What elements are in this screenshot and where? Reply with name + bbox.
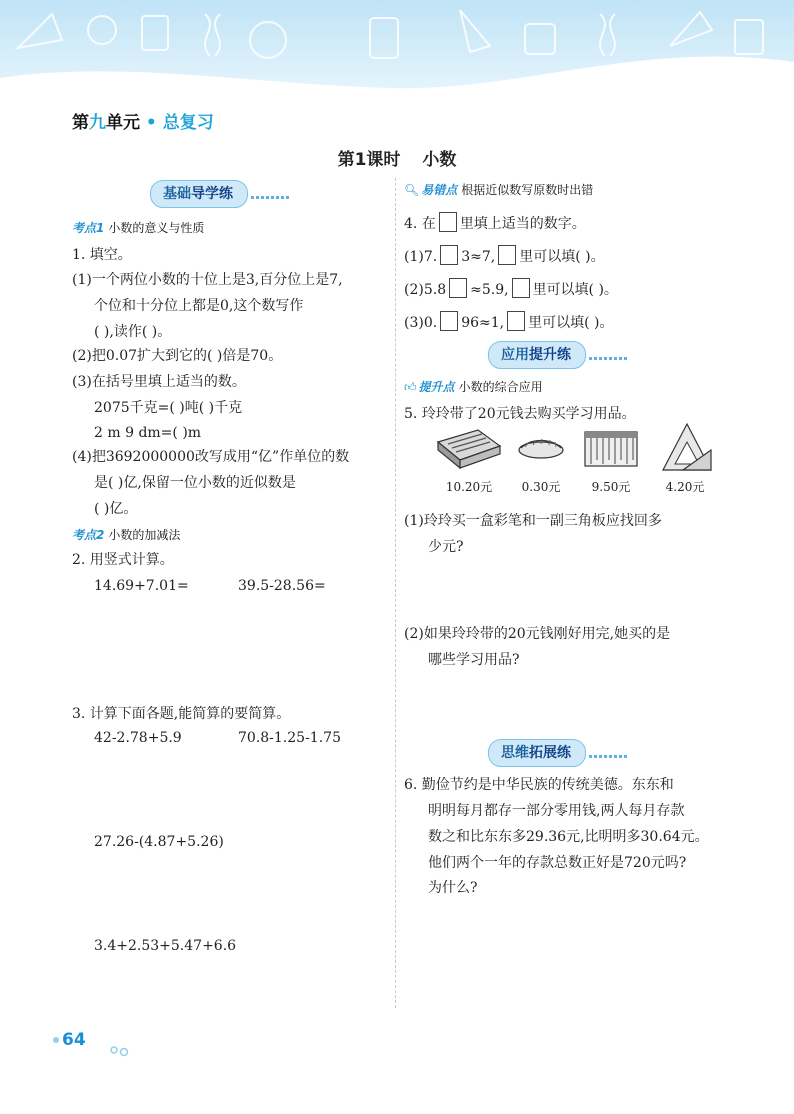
section-badge-apply-a: 应用 <box>501 347 529 363</box>
kaodian-1-text: 小数的意义与性质 <box>108 221 205 235</box>
item-price: 4.20元 <box>665 480 705 494</box>
kaodian-2-label: 考点2 <box>72 528 105 542</box>
item-price: 10.20元 <box>445 480 493 494</box>
yicuo-label: 易错点 <box>421 183 458 197</box>
section-badge-apply <box>488 341 586 369</box>
q2-a: 14.69+7.01= <box>94 578 189 594</box>
q4-2-b: ≈5.9, <box>470 282 509 298</box>
section-badge-think <box>488 739 586 767</box>
item-price: 9.50元 <box>591 480 631 494</box>
q3-c: 27.26-(4.87+5.26) <box>94 834 224 850</box>
answer-box <box>440 245 458 265</box>
q1-3: (3)在括号里填上适当的数。 <box>72 374 246 390</box>
kaodian-2-text: 小数的加减法 <box>108 528 181 542</box>
q4-1-b: 3≈7, <box>461 249 496 265</box>
q3-a: 42-2.78+5.9 <box>94 730 182 746</box>
q6-e: 为什么? <box>428 880 478 896</box>
answer-box <box>498 245 516 265</box>
q3-d: 3.4+2.53+5.47+6.6 <box>94 938 237 954</box>
section-badge-basic-b: 导学练 <box>191 186 233 202</box>
unit-title <box>72 108 214 133</box>
unit-name: 总复习 <box>162 113 214 133</box>
q6-d: 他们两个一年的存款总数正好是720元吗? <box>428 855 687 871</box>
q4-1 <box>404 245 605 267</box>
answer-box <box>507 311 525 331</box>
q4-2 <box>404 278 618 300</box>
answer-box <box>449 278 467 298</box>
q5-title: 5. 玲玲带了20元钱去购买学习用品。 <box>404 406 636 422</box>
q4-3-a: (3)0. <box>404 315 438 331</box>
kaodian-1-label: 考点1 <box>72 221 105 235</box>
ruler-icon <box>579 420 643 470</box>
answer-box <box>439 212 457 232</box>
q5-2-b: 哪些学习用品? <box>428 652 520 668</box>
section-badge-basic <box>150 180 248 208</box>
q2-b: 39.5-28.56= <box>238 578 326 594</box>
q5-1-b: 少元? <box>428 539 464 555</box>
q3-b: 70.8-1.25-1.75 <box>238 730 341 746</box>
item-ruler <box>572 420 650 495</box>
q4-3-b: 96≈1, <box>461 315 505 331</box>
q1-1-line-a: (1)一个两位小数的十位上是3,百分位上是7, <box>72 272 343 288</box>
q4-title-b: 里填上适当的数字。 <box>459 216 586 232</box>
tisheng-tag <box>404 378 543 395</box>
q1-title: 1. 填空。 <box>72 247 132 263</box>
eraser-icon <box>511 420 571 470</box>
q4-1-c: 里可以填( )。 <box>519 249 605 265</box>
q4-3-c: 里可以填( )。 <box>528 315 614 331</box>
magnifier-icon: 🔍︎ <box>404 183 420 197</box>
section-badge-think-a: 思维 <box>501 745 529 761</box>
lesson-title <box>0 145 794 170</box>
q4-title <box>404 212 586 234</box>
unit-dot: • <box>145 113 157 133</box>
unit-suffix: 单元 <box>106 113 140 133</box>
q1-3-b: 2 m 9 dm=( )m <box>94 425 202 441</box>
q4-3 <box>404 311 613 333</box>
q2-title: 2. 用竖式计算。 <box>72 552 174 568</box>
q4-2-c: 里可以填( )。 <box>532 282 618 298</box>
q6-c: 数之和比东东多29.36元,比明明多30.64元。 <box>428 829 709 845</box>
yicuo-text: 根据近似数写原数时出错 <box>461 183 594 197</box>
lesson-number: 第1课时 <box>337 150 401 170</box>
answer-box <box>440 311 458 331</box>
q1-2: (2)把0.07扩大到它的( )倍是70。 <box>72 348 283 364</box>
page-number: 64 <box>62 1030 86 1050</box>
set-square-icon <box>653 420 717 476</box>
tisheng-label: 提升点 <box>418 380 455 394</box>
item-pen-box <box>430 420 508 495</box>
item-set-square <box>646 420 724 495</box>
item-eraser <box>502 420 580 495</box>
kaodian-2-tag <box>72 526 180 543</box>
q5-1-a: (1)玲玲买一盒彩笔和一副三角板应找回多 <box>404 513 662 529</box>
q5-2-a: (2)如果玲玲带的20元钱刚好用完,她买的是 <box>404 626 671 642</box>
unit-number: 九 <box>89 113 106 133</box>
q4-1-a: (1)7. <box>404 249 438 265</box>
column-divider <box>395 178 396 1008</box>
yicuo-tag <box>404 181 593 198</box>
q1-3-a: 2075千克=( )吨( )千克 <box>94 400 243 416</box>
q1-1-line-b: 个位和十分位上都是0,这个数写作 <box>94 298 304 314</box>
q4-2-a: (2)5.8 <box>404 282 447 298</box>
section-badge-basic-a: 基础 <box>163 186 191 202</box>
q3-title: 3. 计算下面各题,能简算的要简算。 <box>72 706 291 722</box>
thumbs-up-icon: 👍︎ <box>404 380 417 394</box>
q1-4-b: 是( )亿,保留一位小数的近似数是 <box>94 475 296 491</box>
q1-4-c: ( )亿。 <box>94 501 138 517</box>
tisheng-text: 小数的综合应用 <box>458 380 543 394</box>
header-banner <box>0 0 794 100</box>
item-price: 0.30元 <box>521 480 561 494</box>
q1-1-line-c: ( ),读作( )。 <box>94 324 172 340</box>
answer-box <box>512 278 530 298</box>
q6-b: 明明每月都存一部分零用钱,两人每月存款 <box>428 803 685 819</box>
q4-title-a: 4. 在 <box>404 216 436 232</box>
section-badge-think-b: 拓展练 <box>529 745 571 761</box>
q1-4-a: (4)把3692000000改写成用“亿”作单位的数 <box>72 449 350 465</box>
unit-prefix: 第 <box>72 113 89 133</box>
kaodian-1-tag <box>72 219 204 236</box>
pen-box-icon <box>434 420 504 470</box>
section-badge-apply-b: 提升练 <box>529 347 571 363</box>
q6-a: 6. 勤俭节约是中华民族的传统美德。东东和 <box>404 777 674 793</box>
lesson-name: 小数 <box>422 150 457 170</box>
